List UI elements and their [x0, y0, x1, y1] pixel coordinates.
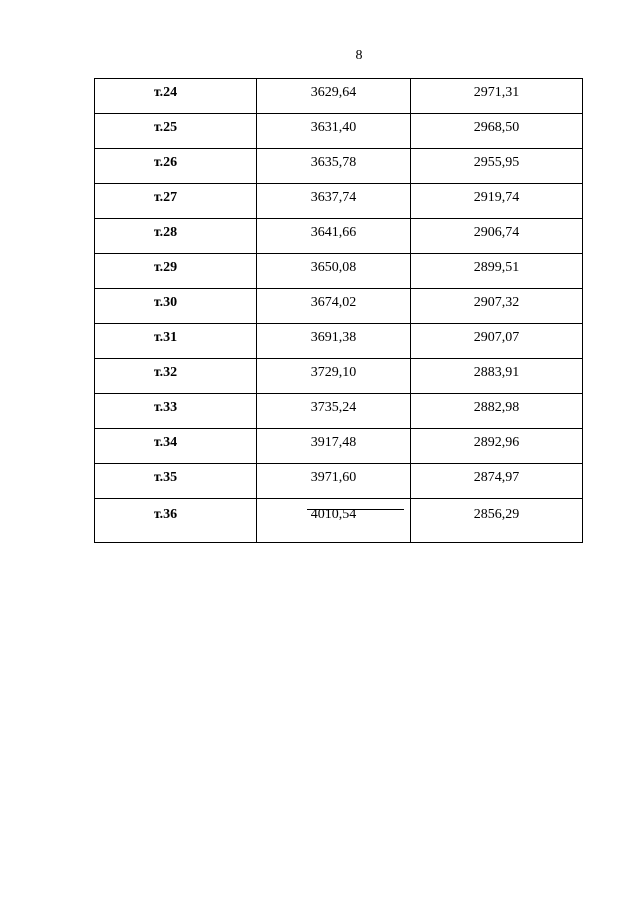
y-coordinate-cell: 2882,98 [411, 394, 583, 429]
y-coordinate-cell: 2856,29 [411, 499, 583, 543]
point-label-cell: т.29 [95, 254, 257, 289]
y-coordinate-cell: 2919,74 [411, 184, 583, 219]
table-row [95, 429, 583, 464]
table-row [95, 79, 583, 114]
table-row [95, 254, 583, 289]
point-label-cell: т.31 [95, 324, 257, 359]
table-row [95, 324, 583, 359]
y-coordinate-cell: 2906,74 [411, 219, 583, 254]
x-coordinate-cell: 3729,10 [257, 359, 411, 394]
page-number: 8 [355, 48, 363, 63]
point-label-cell: т.25 [95, 114, 257, 149]
point-label-cell: т.36 [95, 499, 257, 543]
y-coordinate-cell: 2971,31 [411, 79, 583, 114]
x-coordinate-cell: 3637,74 [257, 184, 411, 219]
table-row [95, 149, 583, 184]
point-label-cell: т.35 [95, 464, 257, 499]
table-row [95, 464, 583, 499]
table-row [95, 499, 583, 543]
x-coordinate-cell: 3629,64 [257, 79, 411, 114]
x-coordinate-cell: 4010,54 [257, 499, 411, 543]
point-label-cell: т.28 [95, 219, 257, 254]
table-row [95, 114, 583, 149]
y-coordinate-cell: 2874,97 [411, 464, 583, 499]
y-coordinate-cell: 2907,07 [411, 324, 583, 359]
y-coordinate-cell: 2968,50 [411, 114, 583, 149]
x-coordinate-cell: 3917,48 [257, 429, 411, 464]
x-coordinate-cell: 3735,24 [257, 394, 411, 429]
point-label-cell: т.24 [95, 79, 257, 114]
end-separator-line [307, 509, 404, 510]
coordinates-table-body [95, 79, 583, 543]
table-row [95, 359, 583, 394]
x-coordinate-cell: 3641,66 [257, 219, 411, 254]
x-coordinate-cell: 3674,02 [257, 289, 411, 324]
y-coordinate-cell: 2883,91 [411, 359, 583, 394]
table-row [95, 394, 583, 429]
y-coordinate-cell: 2955,95 [411, 149, 583, 184]
point-label-cell: т.34 [95, 429, 257, 464]
point-label-cell: т.27 [95, 184, 257, 219]
point-label-cell: т.32 [95, 359, 257, 394]
x-coordinate-cell: 3650,08 [257, 254, 411, 289]
coordinates-table [94, 78, 583, 543]
point-label-cell: т.33 [95, 394, 257, 429]
x-coordinate-cell: 3971,60 [257, 464, 411, 499]
x-coordinate-cell: 3691,38 [257, 324, 411, 359]
table-row [95, 289, 583, 324]
x-coordinate-cell: 3631,40 [257, 114, 411, 149]
y-coordinate-cell: 2907,32 [411, 289, 583, 324]
y-coordinate-cell: 2899,51 [411, 254, 583, 289]
point-label-cell: т.30 [95, 289, 257, 324]
x-coordinate-cell: 3635,78 [257, 149, 411, 184]
y-coordinate-cell: 2892,96 [411, 429, 583, 464]
point-label-cell: т.26 [95, 149, 257, 184]
table-row [95, 219, 583, 254]
table-row [95, 184, 583, 219]
